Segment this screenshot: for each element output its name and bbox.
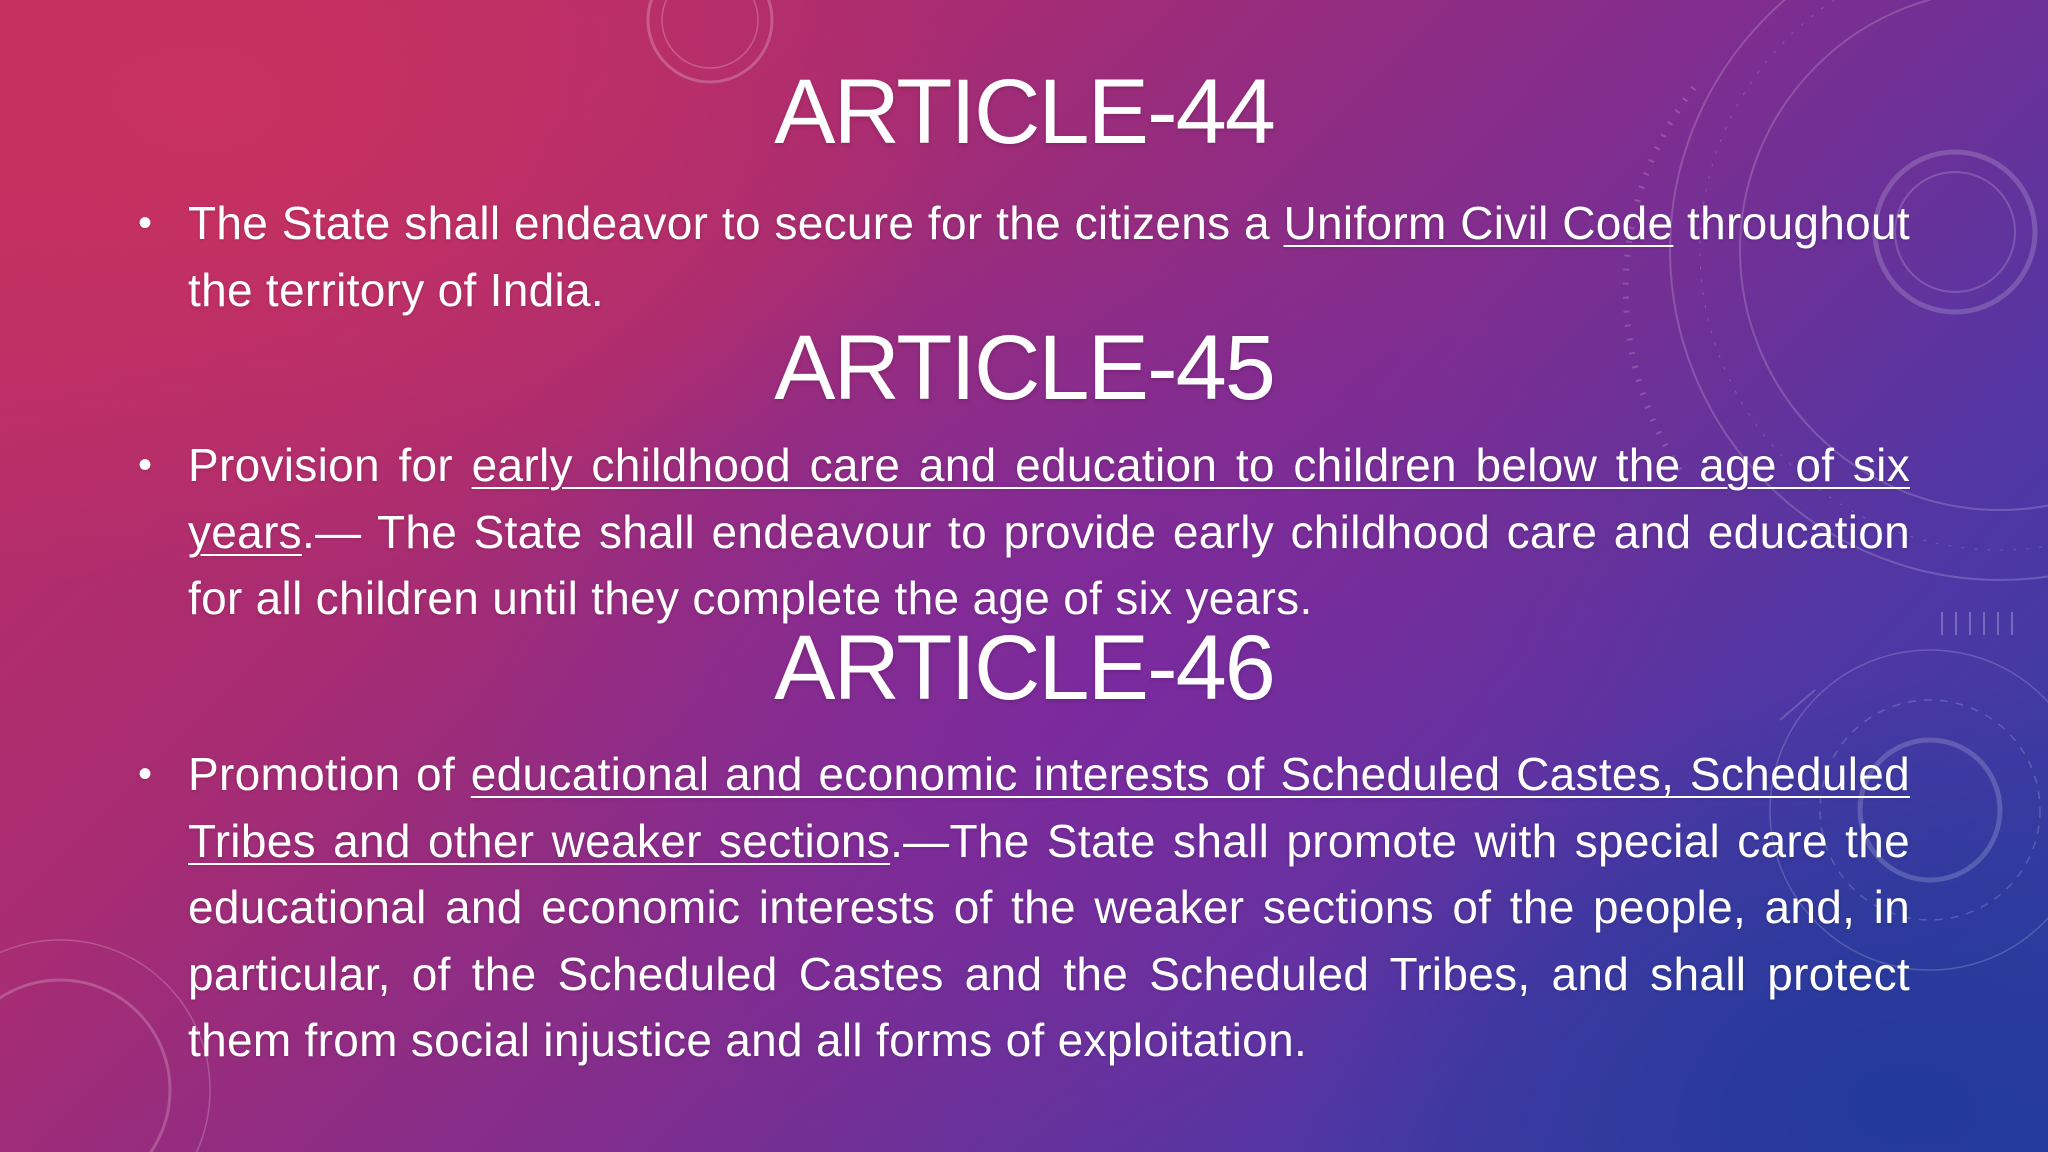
article-45-rest: .— The State shall endeavour to provide early childhood care and education for all children until they complete the age of six years. xyxy=(188,505,1910,624)
article-46-underlined: educational and economic interests of Scheduled Castes, Scheduled Tribes and other weaker sections xyxy=(188,748,1910,867)
article-45-text xyxy=(188,432,1910,632)
article-45-lead: Provision for xyxy=(188,439,472,491)
article-46-text xyxy=(188,741,1910,1074)
article-46-bullet xyxy=(138,741,1910,1074)
article-44-text xyxy=(188,190,1910,323)
article-46-lead: Promotion of xyxy=(188,748,471,800)
bullet-marker: • xyxy=(138,443,153,487)
bullet-marker: • xyxy=(138,201,153,245)
article-44-underlined: Uniform Civil Code xyxy=(1283,197,1674,249)
article-45-bullet xyxy=(138,432,1910,632)
article-45-heading: ARTICLE-45 xyxy=(774,317,1274,419)
article-46-heading: ARTICLE-46 xyxy=(774,617,1274,719)
article-44-bullet xyxy=(138,190,1910,323)
article-44-lead: The State shall endeavor to secure for the citizens a xyxy=(188,197,1284,249)
article-45-underlined: early childhood care and education to children below the age of six years xyxy=(188,439,1910,558)
article-44-heading: ARTICLE-44 xyxy=(774,61,1274,163)
article-44-rest: throughout the territory of India. xyxy=(188,197,1910,316)
bullet-marker: • xyxy=(138,752,153,796)
article-46-rest: .—The State shall promote with special care the educational and economic interests of the weaker sections of the people, and, in particular, of the Scheduled Castes and the Scheduled Tribes, and shall protect them from social injustice and all forms of exploitation. xyxy=(188,814,1910,1066)
